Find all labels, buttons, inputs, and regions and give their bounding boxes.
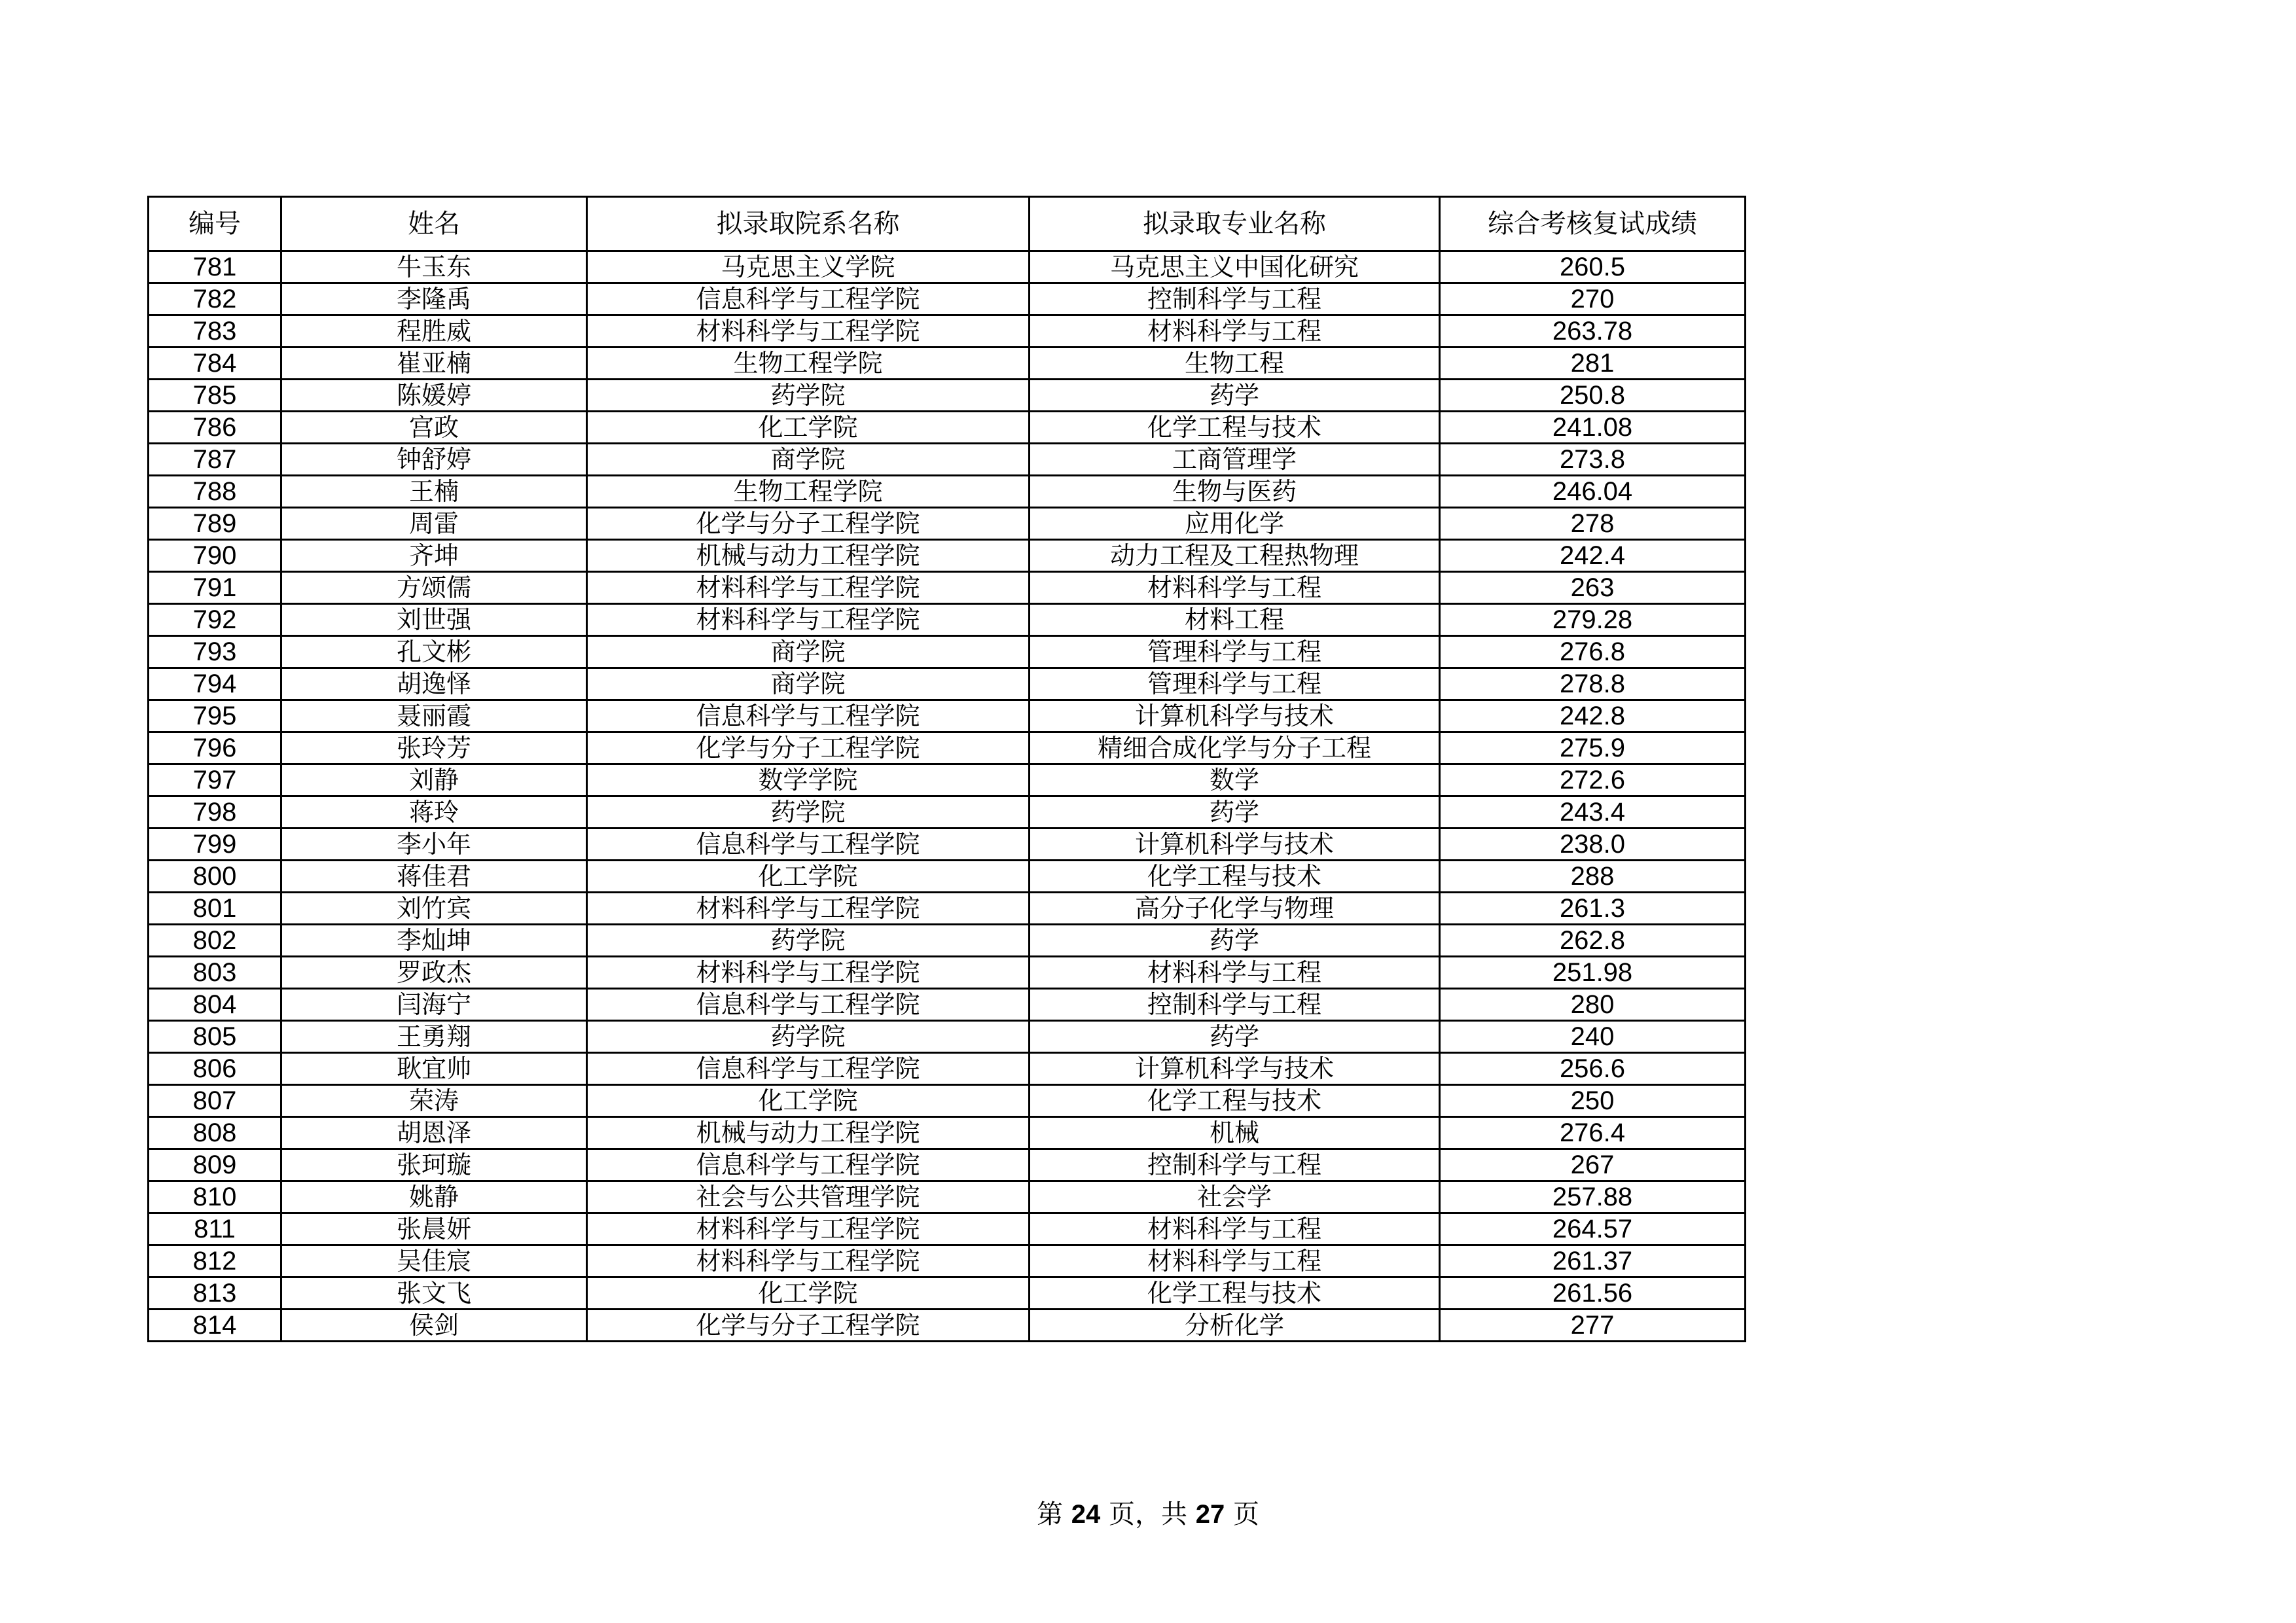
cell-department: 化工学院 xyxy=(587,1277,1030,1310)
table-row xyxy=(149,829,1746,861)
table-row xyxy=(149,861,1746,893)
cell-name: 方颂儒 xyxy=(281,572,587,604)
cell-major: 管理科学与工程 xyxy=(1030,668,1440,700)
cell-score: 279.28 xyxy=(1440,604,1746,636)
cell-name: 崔亚楠 xyxy=(281,348,587,380)
cell-score: 246.04 xyxy=(1440,476,1746,508)
cell-score: 257.88 xyxy=(1440,1181,1746,1213)
cell-name: 刘世强 xyxy=(281,604,587,636)
cell-department: 生物工程学院 xyxy=(587,476,1030,508)
cell-major: 工商管理学 xyxy=(1030,444,1440,476)
header-row xyxy=(149,197,1746,251)
cell-score: 243.4 xyxy=(1440,796,1746,829)
cell-department: 材料科学与工程学院 xyxy=(587,893,1030,925)
cell-id: 802 xyxy=(149,925,281,957)
cell-department: 机械与动力工程学院 xyxy=(587,1117,1030,1149)
cell-id: 787 xyxy=(149,444,281,476)
cell-id: 801 xyxy=(149,893,281,925)
footer-suffix: 页 xyxy=(1232,1499,1259,1529)
cell-id: 804 xyxy=(149,989,281,1021)
cell-id: 812 xyxy=(149,1245,281,1277)
cell-score: 256.6 xyxy=(1440,1053,1746,1085)
header-major: 拟录取专业名称 xyxy=(1030,197,1440,251)
cell-score: 272.6 xyxy=(1440,764,1746,796)
cell-name: 耿宜帅 xyxy=(281,1053,587,1085)
cell-id: 793 xyxy=(149,636,281,668)
header-score: 综合考核复试成绩 xyxy=(1440,197,1746,251)
cell-major: 计算机科学与技术 xyxy=(1030,829,1440,861)
table-row xyxy=(149,283,1746,315)
table-row xyxy=(149,925,1746,957)
cell-name: 李小年 xyxy=(281,829,587,861)
cell-score: 263.78 xyxy=(1440,315,1746,348)
cell-score: 261.3 xyxy=(1440,893,1746,925)
cell-name: 聂丽霞 xyxy=(281,700,587,732)
cell-major: 材料科学与工程 xyxy=(1030,1245,1440,1277)
cell-major: 化学工程与技术 xyxy=(1030,412,1440,444)
cell-major: 材料科学与工程 xyxy=(1030,572,1440,604)
cell-major: 生物与医药 xyxy=(1030,476,1440,508)
table-row xyxy=(149,957,1746,989)
cell-department: 信息科学与工程学院 xyxy=(587,989,1030,1021)
cell-id: 806 xyxy=(149,1053,281,1085)
cell-score: 281 xyxy=(1440,348,1746,380)
cell-id: 796 xyxy=(149,732,281,764)
cell-major: 控制科学与工程 xyxy=(1030,989,1440,1021)
cell-department: 药学院 xyxy=(587,925,1030,957)
cell-major: 药学 xyxy=(1030,1021,1440,1053)
cell-id: 784 xyxy=(149,348,281,380)
cell-id: 807 xyxy=(149,1085,281,1117)
cell-id: 794 xyxy=(149,668,281,700)
table-row xyxy=(149,1085,1746,1117)
cell-id: 791 xyxy=(149,572,281,604)
cell-score: 276.4 xyxy=(1440,1117,1746,1149)
table-row xyxy=(149,508,1746,540)
table-row xyxy=(149,572,1746,604)
cell-department: 马克思主义学院 xyxy=(587,251,1030,283)
cell-id: 785 xyxy=(149,380,281,412)
cell-name: 侯剑 xyxy=(281,1310,587,1342)
cell-id: 808 xyxy=(149,1117,281,1149)
cell-major: 材料科学与工程 xyxy=(1030,315,1440,348)
cell-name: 闫海宁 xyxy=(281,989,587,1021)
cell-department: 材料科学与工程学院 xyxy=(587,1245,1030,1277)
admission-table xyxy=(147,196,1746,1342)
cell-id: 810 xyxy=(149,1181,281,1213)
cell-name: 吴佳宸 xyxy=(281,1245,587,1277)
cell-department: 生物工程学院 xyxy=(587,348,1030,380)
cell-department: 商学院 xyxy=(587,668,1030,700)
cell-id: 811 xyxy=(149,1213,281,1245)
footer-middle: 页，共 xyxy=(1109,1499,1187,1529)
footer-total-pages: 27 xyxy=(1195,1500,1225,1529)
cell-department: 材料科学与工程学院 xyxy=(587,957,1030,989)
cell-name: 张晨妍 xyxy=(281,1213,587,1245)
table-row xyxy=(149,893,1746,925)
cell-score: 262.8 xyxy=(1440,925,1746,957)
cell-id: 795 xyxy=(149,700,281,732)
cell-major: 控制科学与工程 xyxy=(1030,1149,1440,1181)
cell-major: 马克思主义中国化研究 xyxy=(1030,251,1440,283)
cell-score: 241.08 xyxy=(1440,412,1746,444)
table-row xyxy=(149,315,1746,348)
cell-id: 786 xyxy=(149,412,281,444)
cell-id: 809 xyxy=(149,1149,281,1181)
cell-score: 264.57 xyxy=(1440,1213,1746,1245)
cell-name: 李隆禹 xyxy=(281,283,587,315)
table-row xyxy=(149,1245,1746,1277)
cell-department: 商学院 xyxy=(587,636,1030,668)
table-row xyxy=(149,700,1746,732)
table-row xyxy=(149,1021,1746,1053)
cell-department: 信息科学与工程学院 xyxy=(587,1053,1030,1085)
table-row xyxy=(149,1213,1746,1245)
cell-department: 化工学院 xyxy=(587,1085,1030,1117)
cell-score: 270 xyxy=(1440,283,1746,315)
cell-score: 260.5 xyxy=(1440,251,1746,283)
table-row xyxy=(149,540,1746,572)
cell-major: 药学 xyxy=(1030,796,1440,829)
table-row xyxy=(149,444,1746,476)
cell-department: 信息科学与工程学院 xyxy=(587,829,1030,861)
table-row xyxy=(149,732,1746,764)
table-row xyxy=(149,348,1746,380)
cell-department: 数学学院 xyxy=(587,764,1030,796)
cell-major: 控制科学与工程 xyxy=(1030,283,1440,315)
cell-score: 238.0 xyxy=(1440,829,1746,861)
cell-department: 药学院 xyxy=(587,1021,1030,1053)
table-row xyxy=(149,1117,1746,1149)
cell-id: 790 xyxy=(149,540,281,572)
cell-major: 化学工程与技术 xyxy=(1030,1277,1440,1310)
cell-major: 药学 xyxy=(1030,380,1440,412)
table-row xyxy=(149,1277,1746,1310)
table-row xyxy=(149,668,1746,700)
cell-name: 宫政 xyxy=(281,412,587,444)
cell-name: 陈媛婷 xyxy=(281,380,587,412)
cell-name: 齐坤 xyxy=(281,540,587,572)
cell-id: 792 xyxy=(149,604,281,636)
cell-name: 周雷 xyxy=(281,508,587,540)
cell-id: 782 xyxy=(149,283,281,315)
table-row xyxy=(149,380,1746,412)
cell-score: 250 xyxy=(1440,1085,1746,1117)
cell-id: 783 xyxy=(149,315,281,348)
cell-department: 材料科学与工程学院 xyxy=(587,1213,1030,1245)
cell-major: 生物工程 xyxy=(1030,348,1440,380)
cell-major: 管理科学与工程 xyxy=(1030,636,1440,668)
table-row xyxy=(149,604,1746,636)
cell-name: 张文飞 xyxy=(281,1277,587,1310)
cell-score: 240 xyxy=(1440,1021,1746,1053)
table-row xyxy=(149,764,1746,796)
cell-department: 信息科学与工程学院 xyxy=(587,700,1030,732)
cell-major: 化学工程与技术 xyxy=(1030,861,1440,893)
cell-score: 275.9 xyxy=(1440,732,1746,764)
cell-score: 276.8 xyxy=(1440,636,1746,668)
cell-department: 机械与动力工程学院 xyxy=(587,540,1030,572)
table-row xyxy=(149,636,1746,668)
header-department: 拟录取院系名称 xyxy=(587,197,1030,251)
cell-major: 计算机科学与技术 xyxy=(1030,1053,1440,1085)
header-name: 姓名 xyxy=(281,197,587,251)
cell-department: 材料科学与工程学院 xyxy=(587,315,1030,348)
cell-score: 263 xyxy=(1440,572,1746,604)
cell-name: 张玲芳 xyxy=(281,732,587,764)
cell-department: 化学与分子工程学院 xyxy=(587,1310,1030,1342)
cell-name: 李灿坤 xyxy=(281,925,587,957)
cell-department: 社会与公共管理学院 xyxy=(587,1181,1030,1213)
cell-score: 280 xyxy=(1440,989,1746,1021)
cell-id: 814 xyxy=(149,1310,281,1342)
cell-name: 程胜威 xyxy=(281,315,587,348)
cell-department: 化工学院 xyxy=(587,861,1030,893)
cell-name: 罗政杰 xyxy=(281,957,587,989)
cell-major: 计算机科学与技术 xyxy=(1030,700,1440,732)
cell-major: 化学工程与技术 xyxy=(1030,1085,1440,1117)
table-row xyxy=(149,476,1746,508)
cell-name: 姚静 xyxy=(281,1181,587,1213)
cell-score: 278 xyxy=(1440,508,1746,540)
cell-major: 高分子化学与物理 xyxy=(1030,893,1440,925)
cell-major: 材料工程 xyxy=(1030,604,1440,636)
cell-id: 798 xyxy=(149,796,281,829)
cell-department: 信息科学与工程学院 xyxy=(587,1149,1030,1181)
cell-score: 277 xyxy=(1440,1310,1746,1342)
table-row xyxy=(149,1149,1746,1181)
cell-major: 精细合成化学与分子工程 xyxy=(1030,732,1440,764)
cell-name: 蒋玲 xyxy=(281,796,587,829)
cell-name: 王楠 xyxy=(281,476,587,508)
cell-major: 药学 xyxy=(1030,925,1440,957)
cell-major: 应用化学 xyxy=(1030,508,1440,540)
cell-score: 288 xyxy=(1440,861,1746,893)
cell-major: 数学 xyxy=(1030,764,1440,796)
cell-name: 钟舒婷 xyxy=(281,444,587,476)
cell-name: 刘静 xyxy=(281,764,587,796)
cell-id: 781 xyxy=(149,251,281,283)
cell-major: 动力工程及工程热物理 xyxy=(1030,540,1440,572)
cell-name: 孔文彬 xyxy=(281,636,587,668)
cell-score: 261.56 xyxy=(1440,1277,1746,1310)
cell-department: 药学院 xyxy=(587,796,1030,829)
cell-department: 商学院 xyxy=(587,444,1030,476)
cell-major: 社会学 xyxy=(1030,1181,1440,1213)
cell-major: 分析化学 xyxy=(1030,1310,1440,1342)
cell-score: 250.8 xyxy=(1440,380,1746,412)
table-header xyxy=(149,197,1746,251)
cell-department: 药学院 xyxy=(587,380,1030,412)
cell-id: 803 xyxy=(149,957,281,989)
cell-score: 251.98 xyxy=(1440,957,1746,989)
table-row xyxy=(149,1181,1746,1213)
table-row xyxy=(149,989,1746,1021)
cell-department: 化学与分子工程学院 xyxy=(587,732,1030,764)
cell-id: 789 xyxy=(149,508,281,540)
cell-score: 273.8 xyxy=(1440,444,1746,476)
table-row xyxy=(149,1310,1746,1342)
table-row xyxy=(149,796,1746,829)
table-row xyxy=(149,412,1746,444)
cell-id: 799 xyxy=(149,829,281,861)
cell-major: 材料科学与工程 xyxy=(1030,1213,1440,1245)
cell-name: 牛玉东 xyxy=(281,251,587,283)
footer-prefix: 第 xyxy=(1037,1499,1064,1529)
cell-id: 813 xyxy=(149,1277,281,1310)
page-footer xyxy=(0,1493,2296,1531)
cell-name: 胡恩泽 xyxy=(281,1117,587,1149)
cell-department: 材料科学与工程学院 xyxy=(587,572,1030,604)
cell-major: 机械 xyxy=(1030,1117,1440,1149)
cell-id: 800 xyxy=(149,861,281,893)
cell-name: 蒋佳君 xyxy=(281,861,587,893)
footer-current-page: 24 xyxy=(1071,1500,1101,1529)
cell-score: 242.4 xyxy=(1440,540,1746,572)
cell-score: 242.8 xyxy=(1440,700,1746,732)
cell-score: 267 xyxy=(1440,1149,1746,1181)
header-id: 编号 xyxy=(149,197,281,251)
cell-department: 信息科学与工程学院 xyxy=(587,283,1030,315)
cell-score: 278.8 xyxy=(1440,668,1746,700)
cell-department: 材料科学与工程学院 xyxy=(587,604,1030,636)
cell-name: 刘竹宾 xyxy=(281,893,587,925)
cell-score: 261.37 xyxy=(1440,1245,1746,1277)
table-row xyxy=(149,251,1746,283)
cell-name: 胡逸怿 xyxy=(281,668,587,700)
cell-department: 化学与分子工程学院 xyxy=(587,508,1030,540)
cell-department: 化工学院 xyxy=(587,412,1030,444)
table-row xyxy=(149,1053,1746,1085)
cell-name: 王勇翔 xyxy=(281,1021,587,1053)
cell-id: 788 xyxy=(149,476,281,508)
cell-name: 荣涛 xyxy=(281,1085,587,1117)
cell-major: 材料科学与工程 xyxy=(1030,957,1440,989)
cell-name: 张珂璇 xyxy=(281,1149,587,1181)
cell-id: 805 xyxy=(149,1021,281,1053)
table-body xyxy=(149,251,1746,1342)
cell-id: 797 xyxy=(149,764,281,796)
